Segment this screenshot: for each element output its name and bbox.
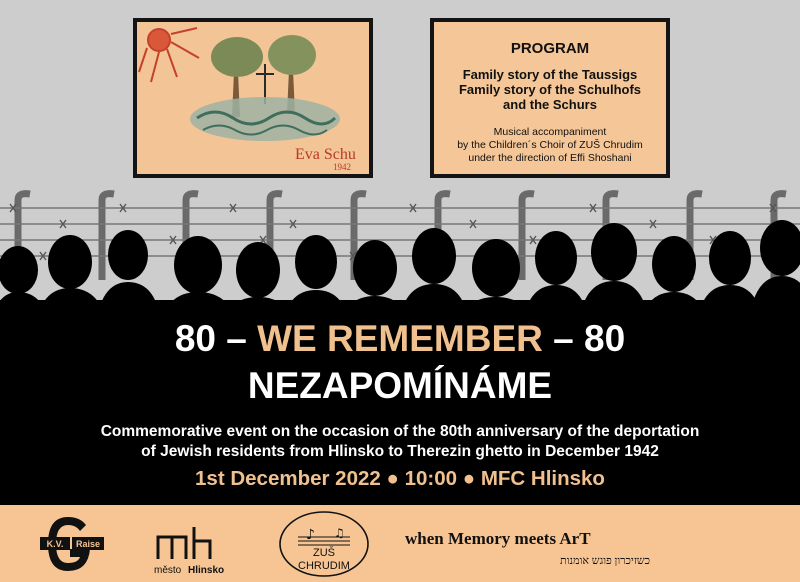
music-line: Musical accompaniment [493,126,607,138]
headline-left: 80 – [174,318,247,359]
svg-text:Raise: Raise [75,539,101,549]
event-details [0,467,800,491]
when-memory-meets-art-label: when Memory meets ArT [405,529,591,548]
music-note-icon: ♪ [306,527,315,543]
drawing-art [137,22,369,174]
svg-text:město: město [154,565,182,575]
program-music [434,126,666,165]
main-headline [0,318,800,360]
czech-headline: NEZAPOMÍNÁME [247,365,553,406]
description-line: of Jewish residents from Hlinsko to Therezin ghetto in December 1942 [141,443,659,460]
svg-text:K.V.: K.V. [46,539,64,549]
svg-text:ZUŠ: ZUŠ [313,547,335,559]
headline-right: – 80 [553,318,626,359]
headline-accent: WE REMEMBER [257,318,543,359]
story-line: Family story of the Schulhofs [458,82,642,97]
sponsor-footer [0,505,800,582]
drawing-year: 1942 [333,162,351,172]
event-date: 1st December 2022 [195,467,381,490]
mesto-hlinsko-logo [150,517,235,575]
zus-chrudim-logo [276,509,372,579]
crowd-silhouettes [0,220,800,505]
story-line: Family story of the Taussigs [462,67,638,82]
music-line: by the Children´s Choir of ZUŠ Chrudim [457,139,643,151]
svg-text:Hlinsko: Hlinsko [188,565,225,575]
program-stories [434,67,666,112]
program-card [430,18,670,178]
story-line: and the Schurs [503,97,597,112]
child-drawing [133,18,373,178]
event-description [20,422,780,462]
hebrew-tagline: כשזיכרון פוגש אומנות [560,555,651,567]
event-time: 10:00 [404,467,458,490]
music-note-icon: ♫ [334,526,345,540]
description-line: Commemorative event on the occasion of the 80th anniversary of the deportation [100,423,700,440]
svg-text:CHRUDIM: CHRUDIM [298,560,350,572]
music-line: under the direction of Effi Shoshani [468,152,632,164]
drawing-signature: Eva Schu [295,146,356,163]
program-title: PROGRAM [510,40,590,57]
kv-raise-logo [36,513,106,575]
bullet-separator: ● [462,467,476,490]
event-place: MFC Hlinsko [480,467,605,490]
bullet-separator: ● [386,467,399,490]
